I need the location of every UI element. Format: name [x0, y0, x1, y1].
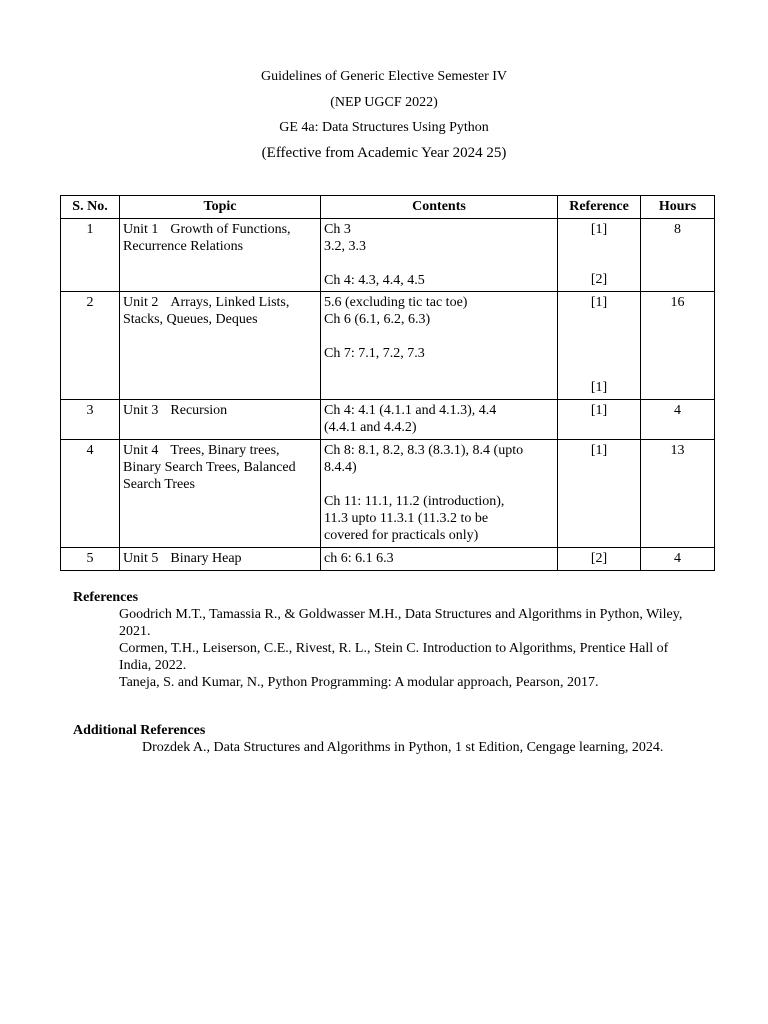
table-row [61, 400, 715, 440]
topic-text: Binary Heap [170, 551, 242, 566]
contents-cell [321, 440, 558, 548]
unit-label: Unit 4 [123, 443, 159, 458]
reference-text: [1] [590, 403, 608, 418]
contents-text: Ch 6 (6.1, 6.2, 6.3) [324, 312, 431, 327]
topic-cell [120, 440, 321, 548]
column-header: Contents [321, 196, 558, 219]
topic-text: Search Trees [123, 477, 195, 492]
table-header-row [61, 196, 715, 219]
topic-text: Trees, Binary trees, [170, 443, 280, 458]
reference-text: [2] [590, 551, 608, 566]
contents-text: Ch 11: 11.1, 11.2 (introduction), [324, 494, 505, 509]
references-list [119, 606, 693, 691]
table-row [61, 548, 715, 571]
table-row [61, 440, 715, 548]
contents-cell [321, 400, 558, 440]
reference-item: Taneja, S. and Kumar, N., Python Programming: A modular approach, Pearson, 2017. [119, 675, 599, 690]
contents-cell [321, 548, 558, 571]
serial-number: 5 [61, 548, 120, 571]
contents-text: 5.6 (excluding tic tac toe) [324, 295, 468, 310]
unit-label: Unit 3 [123, 403, 159, 418]
contents-text: Ch 7: 7.1, 7.2, 7.3 [324, 346, 425, 361]
unit-label: Unit 2 [123, 295, 159, 310]
hours-cell: 4 [641, 400, 715, 440]
reference-text: [2] [590, 272, 608, 287]
document-subtitle: (NEP UGCF 2022) [330, 95, 438, 110]
additional-references-list [142, 739, 693, 756]
reference-cell [558, 292, 641, 400]
hours-cell: 13 [641, 440, 715, 548]
table-row [61, 219, 715, 292]
reference-item: Cormen, T.H., Leiserson, C.E., Rivest, R. L., Stein C. Introduction to Algorithms, Prentice Hall of India, 2022. [119, 641, 669, 673]
references-heading: References [73, 590, 139, 605]
serial-number: 3 [61, 400, 120, 440]
contents-text: 8.4.4) [324, 460, 357, 475]
course-title: GE 4a: Data Structures Using Python [279, 120, 489, 135]
references-section [73, 589, 693, 691]
contents-cell [321, 219, 558, 292]
unit-label: Unit 5 [123, 551, 159, 566]
topic-cell [120, 548, 321, 571]
column-header: S. No. [61, 196, 120, 219]
hours-cell: 16 [641, 292, 715, 400]
serial-number: 1 [61, 219, 120, 292]
reference-cell [558, 440, 641, 548]
reference-cell [558, 400, 641, 440]
reference-item: Drozdek A., Data Structures and Algorithms in Python, 1 st Edition, Cengage learning, 2024. [142, 740, 664, 755]
column-header: Reference [558, 196, 641, 219]
serial-number: 2 [61, 292, 120, 400]
contents-cell [321, 292, 558, 400]
topic-text: Growth of Functions, [170, 222, 291, 237]
additional-references-heading: Additional References [73, 723, 206, 738]
topic-text: Binary Search Trees, Balanced [123, 460, 296, 475]
additional-references-section [73, 722, 693, 756]
table-row [61, 292, 715, 400]
serial-number: 4 [61, 440, 120, 548]
topic-text: Arrays, Linked Lists, [170, 295, 290, 310]
contents-text: (4.4.1 and 4.4.2) [324, 420, 417, 435]
contents-text: 3.2, 3.3 [324, 239, 366, 254]
document-title: Guidelines of Generic Elective Semester IV [260, 69, 508, 84]
reference-item: Goodrich M.T., Tamassia R., & Goldwasser M.H., Data Structures and Algorithms in Python, Wiley, 2021. [119, 607, 683, 639]
contents-text: Ch 4: 4.1 (4.1.1 and 4.1.3), 4.4 [324, 403, 497, 418]
hours-cell: 8 [641, 219, 715, 292]
hours-cell: 4 [641, 548, 715, 571]
syllabus-table [60, 195, 715, 571]
column-header: Topic [120, 196, 321, 219]
column-header: Hours [641, 196, 715, 219]
contents-text: Ch 3 [324, 222, 351, 237]
contents-text: Ch 8: 8.1, 8.2, 8.3 (8.3.1), 8.4 (upto [324, 443, 524, 458]
topic-text: Recurrence Relations [123, 239, 244, 254]
contents-text: covered for practicals only) [324, 528, 479, 543]
reference-text: [1] [590, 295, 608, 310]
contents-text: 11.3 upto 11.3.1 (11.3.2 to be [324, 511, 489, 526]
reference-cell [558, 548, 641, 571]
reference-text: [1] [590, 380, 608, 395]
effective-year: (Effective from Academic Year 2024 25) [261, 145, 507, 161]
topic-cell [120, 400, 321, 440]
contents-text: ch 6: 6.1 6.3 [324, 551, 394, 566]
unit-label: Unit 1 [123, 222, 159, 237]
topic-text: Stacks, Queues, Deques [123, 312, 258, 327]
reference-cell [558, 219, 641, 292]
reference-text: [1] [590, 222, 608, 237]
topic-text: Recursion [170, 403, 228, 418]
contents-text: Ch 4: 4.3, 4.4, 4.5 [324, 273, 425, 288]
topic-cell [120, 292, 321, 400]
reference-text: [1] [590, 443, 608, 458]
topic-cell [120, 219, 321, 292]
